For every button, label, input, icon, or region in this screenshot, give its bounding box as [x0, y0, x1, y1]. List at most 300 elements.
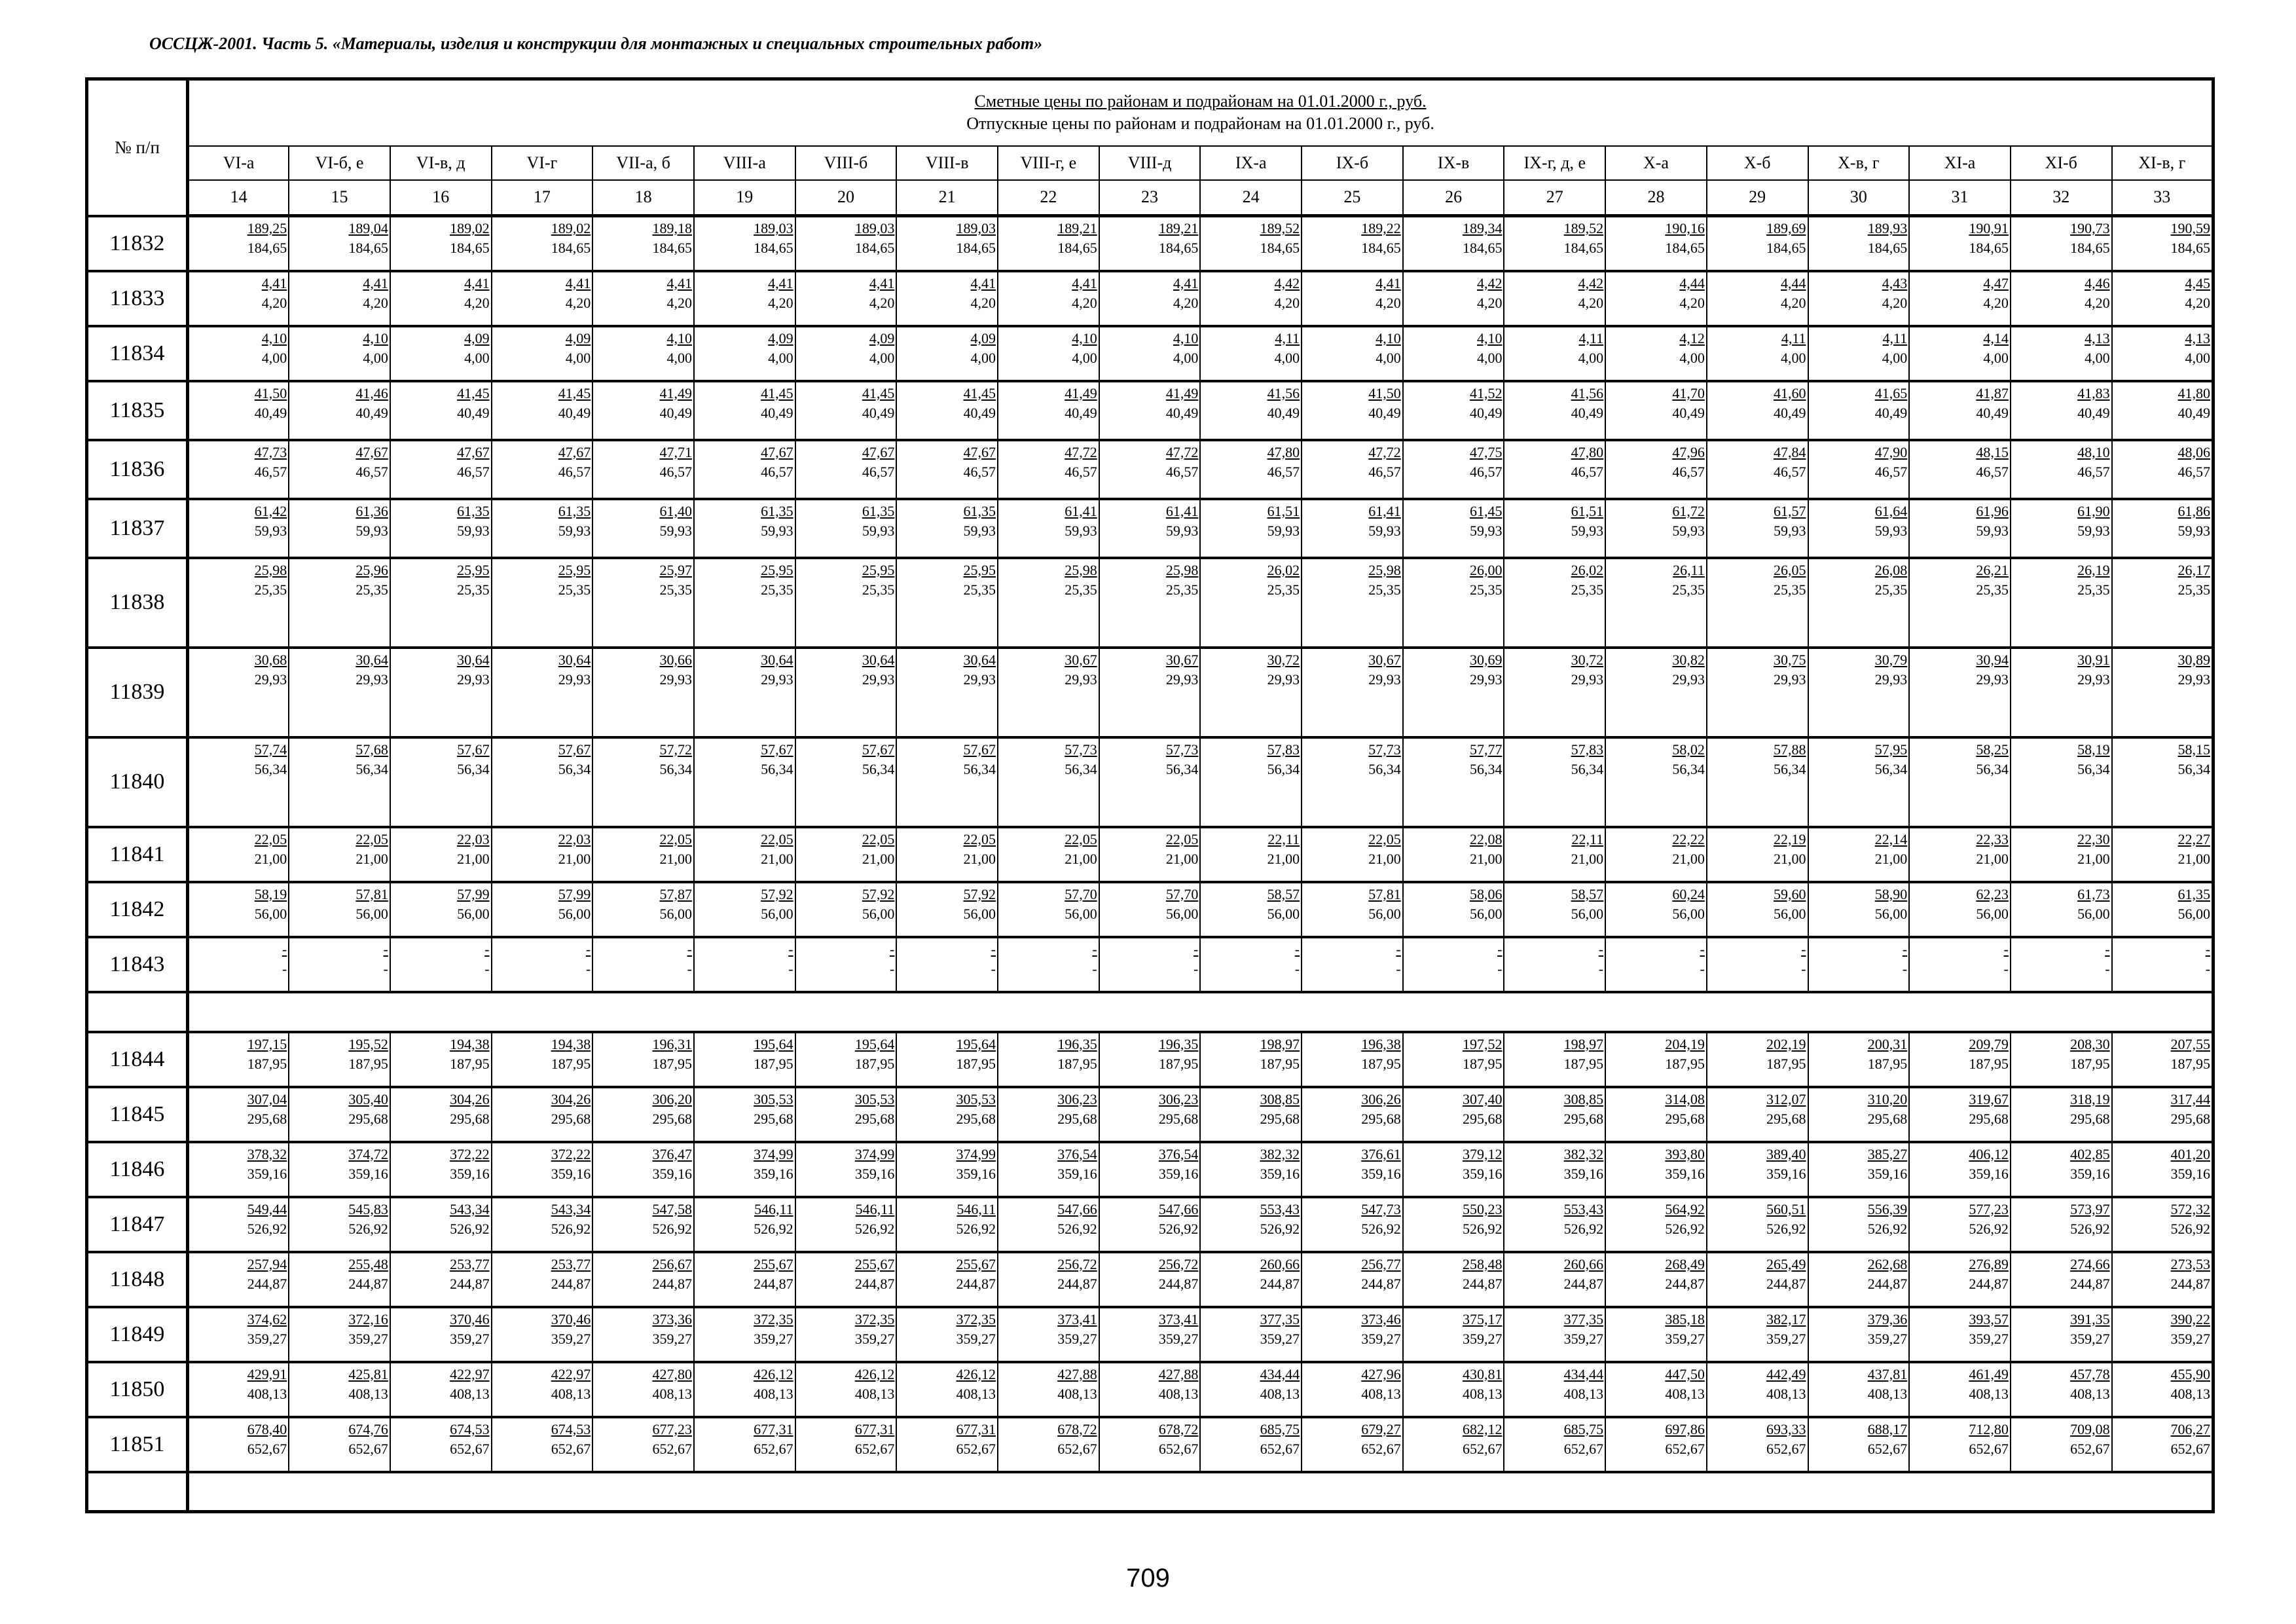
- estimated-price-value: 47,67: [862, 443, 895, 460]
- estimated-price-value: 256,67: [652, 1255, 692, 1272]
- release-price: 187,95: [1260, 1055, 1300, 1072]
- release-price: 4,20: [1781, 294, 1806, 311]
- document-header: ОССЦЖ-2001. Часть 5. «Материалы, изделия и конструкции для монтажных и специальных строительных работ»: [149, 34, 1043, 53]
- price-cell: [1099, 648, 1201, 737]
- estimated-price: [289, 1308, 390, 1329]
- release-price: 56,00: [254, 905, 287, 922]
- release-price: 25,35: [1874, 581, 1908, 598]
- release-price: 408,13: [2070, 1385, 2110, 1402]
- estimated-price: [391, 938, 491, 959]
- estimated-price: [492, 1253, 592, 1274]
- estimated-price-value: 712,80: [1969, 1420, 2009, 1437]
- estimated-price: [1504, 1143, 1605, 1164]
- release-price: 40,49: [1368, 404, 1401, 421]
- release-price: 526,92: [1766, 1220, 1806, 1237]
- estimated-price: [1910, 272, 2010, 293]
- region-header: IX-г, д, е: [1504, 146, 1605, 180]
- column-number: 26: [1403, 180, 1504, 216]
- estimated-price-value: 47,90: [1874, 443, 1908, 460]
- price-cell: [492, 1362, 593, 1417]
- estimated-price-value: 197,15: [247, 1035, 287, 1052]
- item-number: 11847: [87, 1197, 188, 1252]
- release-price: 21,00: [1571, 850, 1604, 867]
- price-caption: [188, 79, 2214, 146]
- table-row: [87, 216, 2214, 271]
- estimated-price-value: 688,17: [1867, 1420, 1908, 1437]
- release-price: 359,27: [1766, 1330, 1806, 1347]
- estimated-price-value: 385,18: [1665, 1310, 1705, 1327]
- price-cell: [1707, 1307, 1808, 1362]
- release-price: 56,34: [1571, 760, 1604, 777]
- table-row: [87, 381, 2214, 440]
- release-price: 4,00: [464, 349, 490, 366]
- release-price: 359,16: [1361, 1165, 1401, 1182]
- estimated-price: [1302, 217, 1402, 238]
- estimated-price-value: 547,66: [1158, 1200, 1199, 1217]
- price-cell: [1403, 827, 1504, 882]
- estimated-price-value: 57,83: [1267, 741, 1300, 758]
- estimated-price: [492, 1363, 592, 1384]
- estimated-price-value: 427,88: [1057, 1365, 1097, 1382]
- price-cell: [1099, 558, 1201, 648]
- release-price: -: [2205, 960, 2211, 977]
- price-cell: [1605, 1417, 1707, 1472]
- estimated-price: [492, 217, 592, 238]
- estimated-price: [2011, 1088, 2111, 1109]
- estimated-price: [1404, 500, 1504, 521]
- estimated-price: [391, 1198, 491, 1219]
- release-price: 526,92: [1867, 1220, 1908, 1237]
- price-cell: [390, 1197, 492, 1252]
- estimated-price: [1606, 217, 1706, 238]
- estimated-price-value: 22,08: [1469, 830, 1503, 847]
- price-cell: [289, 1142, 390, 1197]
- price-cell: [492, 1142, 593, 1197]
- price-cell: [1707, 271, 1808, 326]
- price-cell: [188, 882, 289, 937]
- estimated-price: [492, 649, 592, 670]
- estimated-price-value: 547,58: [652, 1200, 692, 1217]
- release-price: 25,35: [355, 581, 388, 598]
- release-price: 46,57: [659, 463, 692, 480]
- release-price: 29,93: [1874, 671, 1908, 688]
- estimated-price: [593, 559, 693, 580]
- estimated-price: [897, 883, 997, 904]
- estimated-price-value: 41,60: [1774, 384, 1806, 401]
- price-cell: [1808, 216, 1910, 271]
- estimated-price-value: 190,91: [1969, 220, 2009, 236]
- release-price: 408,13: [2170, 1385, 2211, 1402]
- release-price: 46,57: [1774, 463, 1806, 480]
- price-cell: [1707, 216, 1808, 271]
- estimated-price-value: 57,81: [355, 885, 388, 902]
- price-cell: [1403, 216, 1504, 271]
- release-price: 184,65: [1766, 240, 1806, 256]
- price-cell: [795, 381, 897, 440]
- price-cell: [694, 1197, 795, 1252]
- release-price: 29,93: [1267, 671, 1300, 688]
- region-header: XI-в, г: [2112, 146, 2214, 180]
- estimated-price: [1707, 1363, 1808, 1384]
- price-cell: [2112, 1087, 2214, 1142]
- price-cell: [1200, 1032, 1302, 1087]
- price-cell: [1302, 1252, 1403, 1307]
- price-cell: [1909, 827, 2011, 882]
- estimated-price: [1504, 1253, 1605, 1274]
- estimated-price: [1910, 382, 2010, 403]
- price-cell: [2112, 271, 2214, 326]
- estimated-price-value: 370,46: [450, 1310, 490, 1327]
- estimated-price-value: 196,38: [1361, 1035, 1401, 1052]
- price-cell: [2112, 1197, 2214, 1252]
- price-cell: [188, 1197, 289, 1252]
- price-cell: [694, 648, 795, 737]
- estimated-price: [391, 500, 491, 521]
- item-number: 11851: [87, 1417, 188, 1472]
- release-price: 526,92: [1057, 1220, 1097, 1237]
- price-cell: [694, 827, 795, 882]
- estimated-price: [492, 1418, 592, 1439]
- release-price: 526,92: [551, 1220, 591, 1237]
- price-cell: [1605, 1197, 1707, 1252]
- price-cell: [390, 882, 492, 937]
- price-cell: [694, 558, 795, 648]
- release-price: 46,57: [1976, 463, 2009, 480]
- release-price: 59,93: [457, 522, 490, 539]
- table-row: [87, 1087, 2214, 1142]
- estimated-price-value: 674,53: [551, 1420, 591, 1437]
- item-number: 11834: [87, 326, 188, 381]
- release-price: 244,87: [652, 1275, 692, 1292]
- estimated-price: [1606, 272, 1706, 293]
- price-cell: [1808, 1307, 1910, 1362]
- price-cell: [1605, 558, 1707, 648]
- estimated-price-value: 30,64: [963, 651, 996, 668]
- price-cell: [2011, 216, 2112, 271]
- price-cell: [795, 1252, 897, 1307]
- table-row: [87, 271, 2214, 326]
- estimated-price: [391, 739, 491, 760]
- release-price: 46,57: [1165, 463, 1199, 480]
- estimated-price-value: 22,11: [1571, 830, 1604, 847]
- estimated-price: [1809, 739, 1909, 760]
- release-price: 21,00: [963, 850, 996, 867]
- estimated-price-value: 372,22: [450, 1145, 490, 1162]
- price-cell: [592, 827, 694, 882]
- estimated-price-value: 41,45: [457, 384, 490, 401]
- release-price: 526,92: [1158, 1220, 1199, 1237]
- release-price: 46,57: [558, 463, 591, 480]
- estimated-price: [289, 649, 390, 670]
- estimated-price-value: 457,78: [2070, 1365, 2110, 1382]
- estimated-price-value: 4,42: [1578, 274, 1604, 291]
- estimated-price-value: 61,73: [2077, 885, 2110, 902]
- estimated-price: [2011, 500, 2111, 521]
- price-cell: [1605, 216, 1707, 271]
- release-price: 40,49: [761, 404, 793, 421]
- blank-row: [87, 992, 2214, 1032]
- estimated-price-value: 189,52: [1563, 220, 1604, 236]
- estimated-price: [189, 1253, 288, 1274]
- release-price: 295,68: [1563, 1110, 1604, 1127]
- price-cell: [694, 1417, 795, 1472]
- release-price: 244,87: [1867, 1275, 1908, 1292]
- estimated-price: [1707, 828, 1808, 849]
- release-price: 295,68: [348, 1110, 388, 1127]
- estimated-price-value: 30,64: [558, 651, 591, 668]
- estimated-price-value: 57,99: [457, 885, 490, 902]
- estimated-price: [2113, 559, 2212, 580]
- price-cell: [1302, 271, 1403, 326]
- release-price: 184,65: [1158, 240, 1199, 256]
- release-price: 40,49: [2077, 404, 2110, 421]
- estimated-price-value: 57,77: [1469, 741, 1503, 758]
- release-price: 21,00: [1165, 850, 1199, 867]
- release-price: -: [1902, 960, 1908, 977]
- estimated-price: [695, 1253, 795, 1274]
- release-price: 187,95: [450, 1055, 490, 1072]
- estimated-price-value: 677,31: [854, 1420, 895, 1437]
- estimated-price: [1606, 1033, 1706, 1054]
- release-price: 46,57: [1368, 463, 1401, 480]
- estimated-price-value: 22,03: [457, 830, 490, 847]
- price-cell: [998, 1362, 1099, 1417]
- price-cell: [592, 1417, 694, 1472]
- price-cell: [492, 1087, 593, 1142]
- price-cell: [795, 1032, 897, 1087]
- estimated-price: [2011, 217, 2111, 238]
- price-cell: [1909, 558, 2011, 648]
- release-price: 244,87: [1462, 1275, 1503, 1292]
- estimated-price-value: 57,73: [1368, 741, 1401, 758]
- estimated-price-value: 255,67: [956, 1255, 996, 1272]
- table-row: [87, 1252, 2214, 1307]
- release-price: 56,34: [355, 760, 388, 777]
- price-cell: [289, 216, 390, 271]
- release-price: 56,34: [1774, 760, 1806, 777]
- estimated-price-value: 57,92: [963, 885, 996, 902]
- estimated-price-value: 546,11: [855, 1200, 895, 1217]
- estimated-price-value: 678,72: [1158, 1420, 1199, 1437]
- estimated-price-value: 257,94: [247, 1255, 287, 1272]
- estimated-price-value: 30,64: [457, 651, 490, 668]
- release-price: 4,00: [565, 349, 591, 366]
- price-cell: [390, 326, 492, 381]
- price-cell: [1302, 1197, 1403, 1252]
- estimated-price: [998, 441, 1099, 462]
- price-cell: [1808, 1252, 1910, 1307]
- release-price: 244,87: [754, 1275, 793, 1292]
- estimated-price: [1910, 1033, 2010, 1054]
- estimated-price-value: 195,52: [348, 1035, 388, 1052]
- estimated-price-value: 47,67: [558, 443, 591, 460]
- price-cell: [492, 216, 593, 271]
- price-cell: [2112, 737, 2214, 827]
- estimated-price-value: 4,09: [565, 329, 591, 346]
- estimated-price-value: 4,14: [1983, 329, 2009, 346]
- price-cell: [188, 381, 289, 440]
- estimated-price-value: 376,61: [1361, 1145, 1401, 1162]
- estimated-price-value: 209,79: [1969, 1035, 2009, 1052]
- price-cell: [2112, 882, 2214, 937]
- price-cell: [1302, 648, 1403, 737]
- release-price: -: [383, 960, 388, 977]
- estimated-price: [2011, 883, 2111, 904]
- estimated-price-value: 306,20: [652, 1090, 692, 1107]
- price-cell: [390, 827, 492, 882]
- estimated-price-value: 189,03: [754, 220, 793, 236]
- release-price: 408,13: [551, 1385, 591, 1402]
- release-price: 408,13: [956, 1385, 996, 1402]
- estimated-prices-caption: Сметные цены по районам и подрайонам на 01.01.2000 г., руб.: [974, 92, 1427, 111]
- estimated-price-value: 200,31: [1867, 1035, 1908, 1052]
- price-cell: [390, 1417, 492, 1472]
- price-cell: [1403, 1087, 1504, 1142]
- estimated-price: [1606, 1308, 1706, 1329]
- release-price: 59,93: [963, 522, 996, 539]
- release-price: 187,95: [854, 1055, 895, 1072]
- release-price: 652,67: [1361, 1440, 1401, 1457]
- estimated-price-value: 22,05: [1165, 830, 1199, 847]
- price-cell: [1302, 1032, 1403, 1087]
- release-price: 184,65: [956, 240, 996, 256]
- estimated-price-value: 30,72: [1267, 651, 1300, 668]
- estimated-price-value: 549,44: [247, 1200, 287, 1217]
- estimated-price-value: 4,10: [1072, 329, 1097, 346]
- price-cell: [289, 1197, 390, 1252]
- price-cell: [1808, 1032, 1910, 1087]
- release-price: 359,27: [1867, 1330, 1908, 1347]
- release-price: 244,87: [1563, 1275, 1604, 1292]
- estimated-price-value: 4,41: [565, 274, 591, 291]
- price-cell: [1200, 326, 1302, 381]
- estimated-price-value: 47,72: [1065, 443, 1097, 460]
- estimated-price: [2113, 382, 2212, 403]
- price-cell: [2011, 827, 2112, 882]
- item-number: [87, 992, 188, 1032]
- estimated-price: [492, 739, 592, 760]
- release-price: 21,00: [2178, 850, 2211, 867]
- estimated-price: [897, 382, 997, 403]
- estimated-price: [998, 1308, 1099, 1329]
- estimated-price-value: 306,23: [1057, 1090, 1097, 1107]
- estimated-price-value: 422,97: [450, 1365, 490, 1382]
- price-cell: [2011, 648, 2112, 737]
- estimated-price: [796, 1088, 896, 1109]
- estimated-price: [897, 1308, 997, 1329]
- price-cell: [694, 1142, 795, 1197]
- estimated-price-value: 57,87: [659, 885, 692, 902]
- price-cell: [1302, 937, 1403, 992]
- release-price: 56,34: [1065, 760, 1097, 777]
- price-cell: [694, 499, 795, 558]
- release-price: 40,49: [1672, 404, 1705, 421]
- estimated-price: [1504, 327, 1605, 348]
- estimated-price-value: -: [2205, 940, 2211, 957]
- release-price: 526,92: [854, 1220, 895, 1237]
- estimated-price-value: 190,73: [2070, 220, 2110, 236]
- price-cell: [694, 1087, 795, 1142]
- price-cell: [1302, 381, 1403, 440]
- blank-row: [87, 1472, 2214, 1512]
- estimated-price: [796, 739, 896, 760]
- estimated-price: [1504, 559, 1605, 580]
- price-cell: [1504, 937, 1605, 992]
- estimated-price-value: 4,42: [1274, 274, 1300, 291]
- price-cell: [1808, 1142, 1910, 1197]
- estimated-price-value: 30,67: [1368, 651, 1401, 668]
- release-price: 4,20: [1274, 294, 1300, 311]
- release-price: 652,67: [1158, 1440, 1199, 1457]
- estimated-price-value: 401,20: [2170, 1145, 2211, 1162]
- release-price: 187,95: [1665, 1055, 1705, 1072]
- price-cell: [1909, 882, 2011, 937]
- estimated-price-value: 30,89: [2178, 651, 2211, 668]
- estimated-price: [2011, 938, 2111, 959]
- estimated-price: [998, 500, 1099, 521]
- estimated-price: [1910, 327, 2010, 348]
- release-price: 652,67: [1260, 1440, 1300, 1457]
- estimated-price: [391, 382, 491, 403]
- release-price: 56,00: [1774, 905, 1806, 922]
- estimated-price: [1302, 1253, 1402, 1274]
- estimated-price-value: -: [1598, 940, 1604, 957]
- estimated-price: [998, 1418, 1099, 1439]
- estimated-price-value: 189,03: [956, 220, 996, 236]
- region-header: VIII-а: [694, 146, 795, 180]
- price-cell: [1504, 326, 1605, 381]
- estimated-price-value: 47,84: [1774, 443, 1806, 460]
- release-price: 295,68: [1462, 1110, 1503, 1127]
- estimated-price: [1404, 1143, 1504, 1164]
- price-cell: [2112, 937, 2214, 992]
- price-cell: [795, 882, 897, 937]
- estimated-price: [1100, 1198, 1200, 1219]
- estimated-price: [593, 272, 693, 293]
- release-price: 4,20: [970, 294, 996, 311]
- column-number: 14: [188, 180, 289, 216]
- price-cell: [1504, 216, 1605, 271]
- estimated-price-value: 550,23: [1462, 1200, 1503, 1217]
- estimated-price-value: 4,11: [1781, 329, 1806, 346]
- price-cell: [2112, 1307, 2214, 1362]
- estimated-price-value: 260,66: [1260, 1255, 1300, 1272]
- estimated-price: [593, 1418, 693, 1439]
- estimated-price: [695, 938, 795, 959]
- release-price: 295,68: [1158, 1110, 1199, 1127]
- price-cell: [1707, 882, 1808, 937]
- release-price: 40,49: [254, 404, 287, 421]
- estimated-price: [189, 500, 288, 521]
- price-cell: [998, 648, 1099, 737]
- release-price: 59,93: [862, 522, 895, 539]
- estimated-price-value: 4,41: [464, 274, 490, 291]
- release-price: 652,67: [348, 1440, 388, 1457]
- estimated-price-value: 26,21: [1976, 561, 2009, 578]
- estimated-price: [998, 1253, 1099, 1274]
- estimated-price: [2011, 1198, 2111, 1219]
- price-cell: [1504, 1032, 1605, 1087]
- price-cell: [492, 882, 593, 937]
- table-row: [87, 1307, 2214, 1362]
- release-price: 59,93: [558, 522, 591, 539]
- estimated-price-value: 22,05: [355, 830, 388, 847]
- estimated-price-value: 389,40: [1766, 1145, 1806, 1162]
- estimated-price-value: -: [1902, 940, 1908, 957]
- release-price: 25,35: [2178, 581, 2211, 598]
- price-cell: [492, 648, 593, 737]
- estimated-price: [1809, 1363, 1909, 1384]
